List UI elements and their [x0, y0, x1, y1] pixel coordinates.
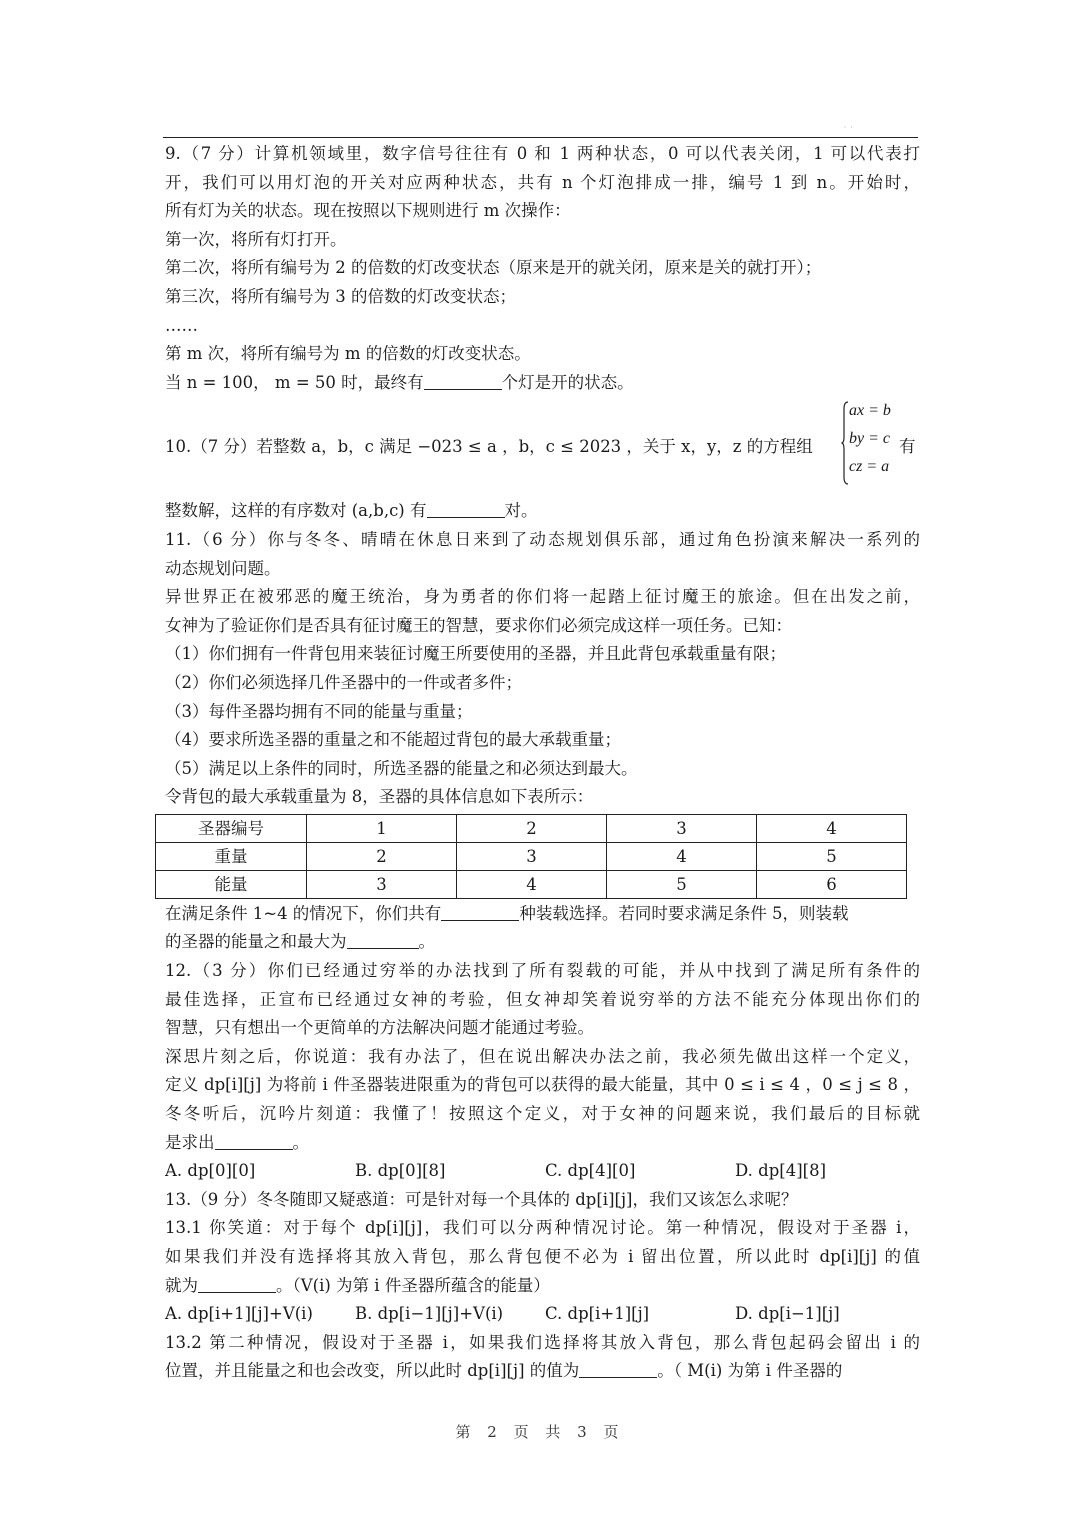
q13-options [165, 1300, 920, 1329]
q9-ellipsis: …… [165, 315, 198, 335]
q11-condition: （2）你们必须选择几件圣器中的一件或者多件； [165, 672, 522, 692]
question-9 [165, 140, 920, 397]
option-a[interactable]: A. dp[0][0] [165, 1161, 256, 1181]
table-cell: 1 [307, 814, 457, 842]
artifact-table [155, 814, 907, 899]
q9-final-text: 当 n = 100， m = 50 时，最终有 [165, 372, 424, 392]
q9-final-text-end: 个灯是开的状态。 [501, 372, 634, 392]
q12-line: 深思片刻之后，你说道：我有办法了，但在说出解决办法之前，我必须先做出这样一个定义， [165, 1046, 920, 1066]
table-cell: 3 [607, 814, 757, 842]
q11-line: 异世界正在被邪恶的魔王统治，身为勇者的你们将一起踏上征讨魔王的旅途。但在出发之前， [165, 587, 920, 607]
option-d[interactable]: D. dp[i−1][j] [735, 1304, 840, 1324]
q10-text-2: 整数解，这样的有序数对 (a,b,c) 有 [165, 501, 427, 521]
q13-line: 如果我们并没有选择将其放入背包，那么背包便不必为 i 留出位置，所以此时 dp[i][j] 的值 [165, 1247, 920, 1266]
answer-blank-q11-max[interactable] [347, 930, 419, 949]
header-rule [163, 137, 918, 138]
q9-line: 开，我们可以用灯泡的开关对应两种状态，共有 n 个灯泡排成一排，编号 1 到 n。开始时， [165, 172, 920, 192]
equations [849, 397, 891, 481]
question-13 [165, 1186, 920, 1386]
answer-blank-q10[interactable] [427, 499, 505, 518]
q9-line: 第二次，将所有编号为 2 的倍数的灯改变状态（原来是开的就关闭，原来是关的就打开）； [165, 258, 822, 278]
q11-line: 动态规划问题。 [165, 558, 281, 578]
q11-condition: （3）每件圣器均拥有不同的能量与重量； [165, 701, 473, 721]
q10-text-2-end: 对。 [504, 501, 538, 521]
q10-first-line [165, 397, 920, 497]
q9-line: 第 m 次，将所有编号为 m 的倍数的灯改变状态。 [165, 344, 531, 364]
left-brace-icon [841, 401, 849, 485]
question-11 [165, 526, 920, 957]
q13-part2-text: 位置，并且能量之和也会改变，所以此时 dp[i][j] 的值为 [165, 1361, 580, 1381]
q11-line: 令背包的最大承载重量为 8，圣器的具体信息如下表所示： [165, 787, 594, 807]
q13-part2-line-2 [165, 1357, 920, 1386]
corner-mark: ˙ ˙ [843, 126, 854, 135]
q12-text: 是求出 [165, 1132, 215, 1152]
option-c[interactable]: C. dp[4][0] [545, 1161, 636, 1181]
table-cell: 2 [457, 814, 607, 842]
q9-line: 9.（7 分）计算机领域里，数字信号往往有 0 和 1 两种状态，0 可以代表关闭，1 可以代表打 [165, 144, 920, 163]
answer-blank-q13-2[interactable] [579, 1359, 657, 1378]
q13-line: 13.（9 分）冬冬随即又疑惑道：可是针对每一个具体的 dp[i][j]，我们又该怎么求呢？ [165, 1189, 798, 1209]
option-d[interactable]: D. dp[4][8] [735, 1161, 826, 1181]
q9-line: 第三次，将所有编号为 3 的倍数的灯改变状态； [165, 286, 516, 306]
equation: by = c [849, 430, 890, 448]
q12-line: 智慧，只有想出一个更简单的方法解决问题才能通过考验。 [165, 1018, 594, 1038]
q11-text-end: 。 [418, 932, 435, 952]
row-header: 能量 [156, 870, 307, 898]
question-12 [165, 957, 920, 1186]
q13-line-4 [165, 1272, 920, 1301]
q10-after-eq: 有 [899, 437, 916, 457]
q11-text: 在满足条件 1~4 的情况下，你们共有 [165, 903, 442, 923]
q13-text-end: 。（V(i) 为第 i 件圣器所蕴含的能量） [276, 1275, 550, 1295]
table-cell: 3 [457, 842, 607, 870]
page-footer: 第 2 页 共 3 页 [455, 1423, 625, 1441]
table-row [156, 842, 907, 870]
option-c[interactable]: C. dp[i+1][j] [545, 1304, 650, 1324]
q10-text: 10.（7 分）若整数 a，b，c 满足 −023 ≤ a ，b，c ≤ 2023 ，关于 x，y，z 的方程组 [165, 437, 813, 457]
q12-line: 定义 dp[i][j] 为将前 i 件圣器装进限重为的背包可以获得的最大能量，其中 0 ≤ i ≤ 4 ，0 ≤ j ≤ 8 ， [165, 1075, 920, 1095]
q11-condition: （4）要求所选圣器的重量之和不能超过背包的最大承载重量； [165, 730, 621, 750]
option-b[interactable]: B. dp[i−1][j]+V(i) [355, 1304, 504, 1324]
q10-second-line [165, 497, 920, 526]
row-header: 圣器编号 [156, 814, 307, 842]
table-cell: 5 [757, 842, 907, 870]
question-10 [165, 397, 920, 526]
q11-text: 的圣器的能量之和最大为 [165, 932, 347, 952]
q12-last-line [165, 1129, 920, 1158]
q9-line: 所有灯为关的状态。现在按照以下规则进行 m 次操作： [165, 201, 571, 221]
q9-line: 第一次，将所有灯打开。 [165, 229, 347, 249]
page-content [165, 140, 920, 1386]
answer-blank-q11-count[interactable] [441, 902, 519, 921]
table-row [156, 870, 907, 898]
q12-line: 12.（3 分）你们已经通过穷举的办法找到了所有裂载的可能，并从中找到了满足所有条件的 [165, 961, 920, 981]
q11-condition: （5）满足以上条件的同时，所选圣器的能量之和必须达到最大。 [165, 758, 638, 778]
q13-part2-text-end: 。（ M(i) 为第 i 件圣器的 [657, 1361, 843, 1381]
table-cell: 2 [307, 842, 457, 870]
q11-condition: （1）你们拥有一件背包用来装征讨魔王所要使用的圣器，并且此背包承载重量有限； [165, 644, 786, 664]
table-cell: 6 [757, 870, 907, 898]
q12-options [165, 1157, 920, 1186]
option-b[interactable]: B. dp[0][8] [355, 1161, 446, 1181]
q12-line: 最佳选择，正宣布已经通过女神的考验，但女神却笑着说穷举的方法不能充分体现出你们的 [165, 989, 920, 1009]
q12-line: 冬冬听后，沉吟片刻道：我懂了！按照这个定义，对于女神的问题来说，我们最后的目标就 [165, 1104, 920, 1124]
table-cell: 4 [457, 870, 607, 898]
q11-line: 11.（6 分）你与冬冬、晴晴在休息日来到了动态规划俱乐部，通过角色扮演来解决一系列的 [165, 529, 920, 549]
table-row [156, 814, 907, 842]
q11-text-end: 种装载选择。若同时要求满足条件 5，则装载 [519, 903, 849, 923]
q13-text: 就为 [165, 1275, 198, 1295]
q11-after-line [165, 900, 920, 929]
table-cell: 5 [607, 870, 757, 898]
q12-text-end: 。 [292, 1132, 309, 1152]
q13-line: 13.1 你笑道：对于每个 dp[i][j]，我们可以分两种情况讨论。第一种情况，假设对于圣器 i， [165, 1218, 920, 1238]
answer-blank-q13-1[interactable] [198, 1274, 276, 1293]
equation: ax = b [849, 402, 891, 420]
table-cell: 3 [307, 870, 457, 898]
q11-after-line [165, 928, 920, 957]
option-a[interactable]: A. dp[i+1][j]+V(i) [165, 1304, 313, 1324]
q11-line: 女神为了验证你们是否具有征讨魔王的智慧，要求你们必须完成这样一项任务。已知： [165, 615, 792, 635]
q13-part2-line: 13.2 第二种情况，假设对于圣器 i，如果我们选择将其放入背包，那么背包起码会留出 i 的 [165, 1332, 920, 1352]
equation: cz = a [849, 458, 890, 476]
row-header: 重量 [156, 842, 307, 870]
table-cell: 4 [607, 842, 757, 870]
q9-final-line [165, 369, 920, 398]
answer-blank-q12[interactable] [215, 1131, 293, 1150]
answer-blank-q9[interactable] [424, 371, 502, 390]
table-cell: 4 [757, 814, 907, 842]
